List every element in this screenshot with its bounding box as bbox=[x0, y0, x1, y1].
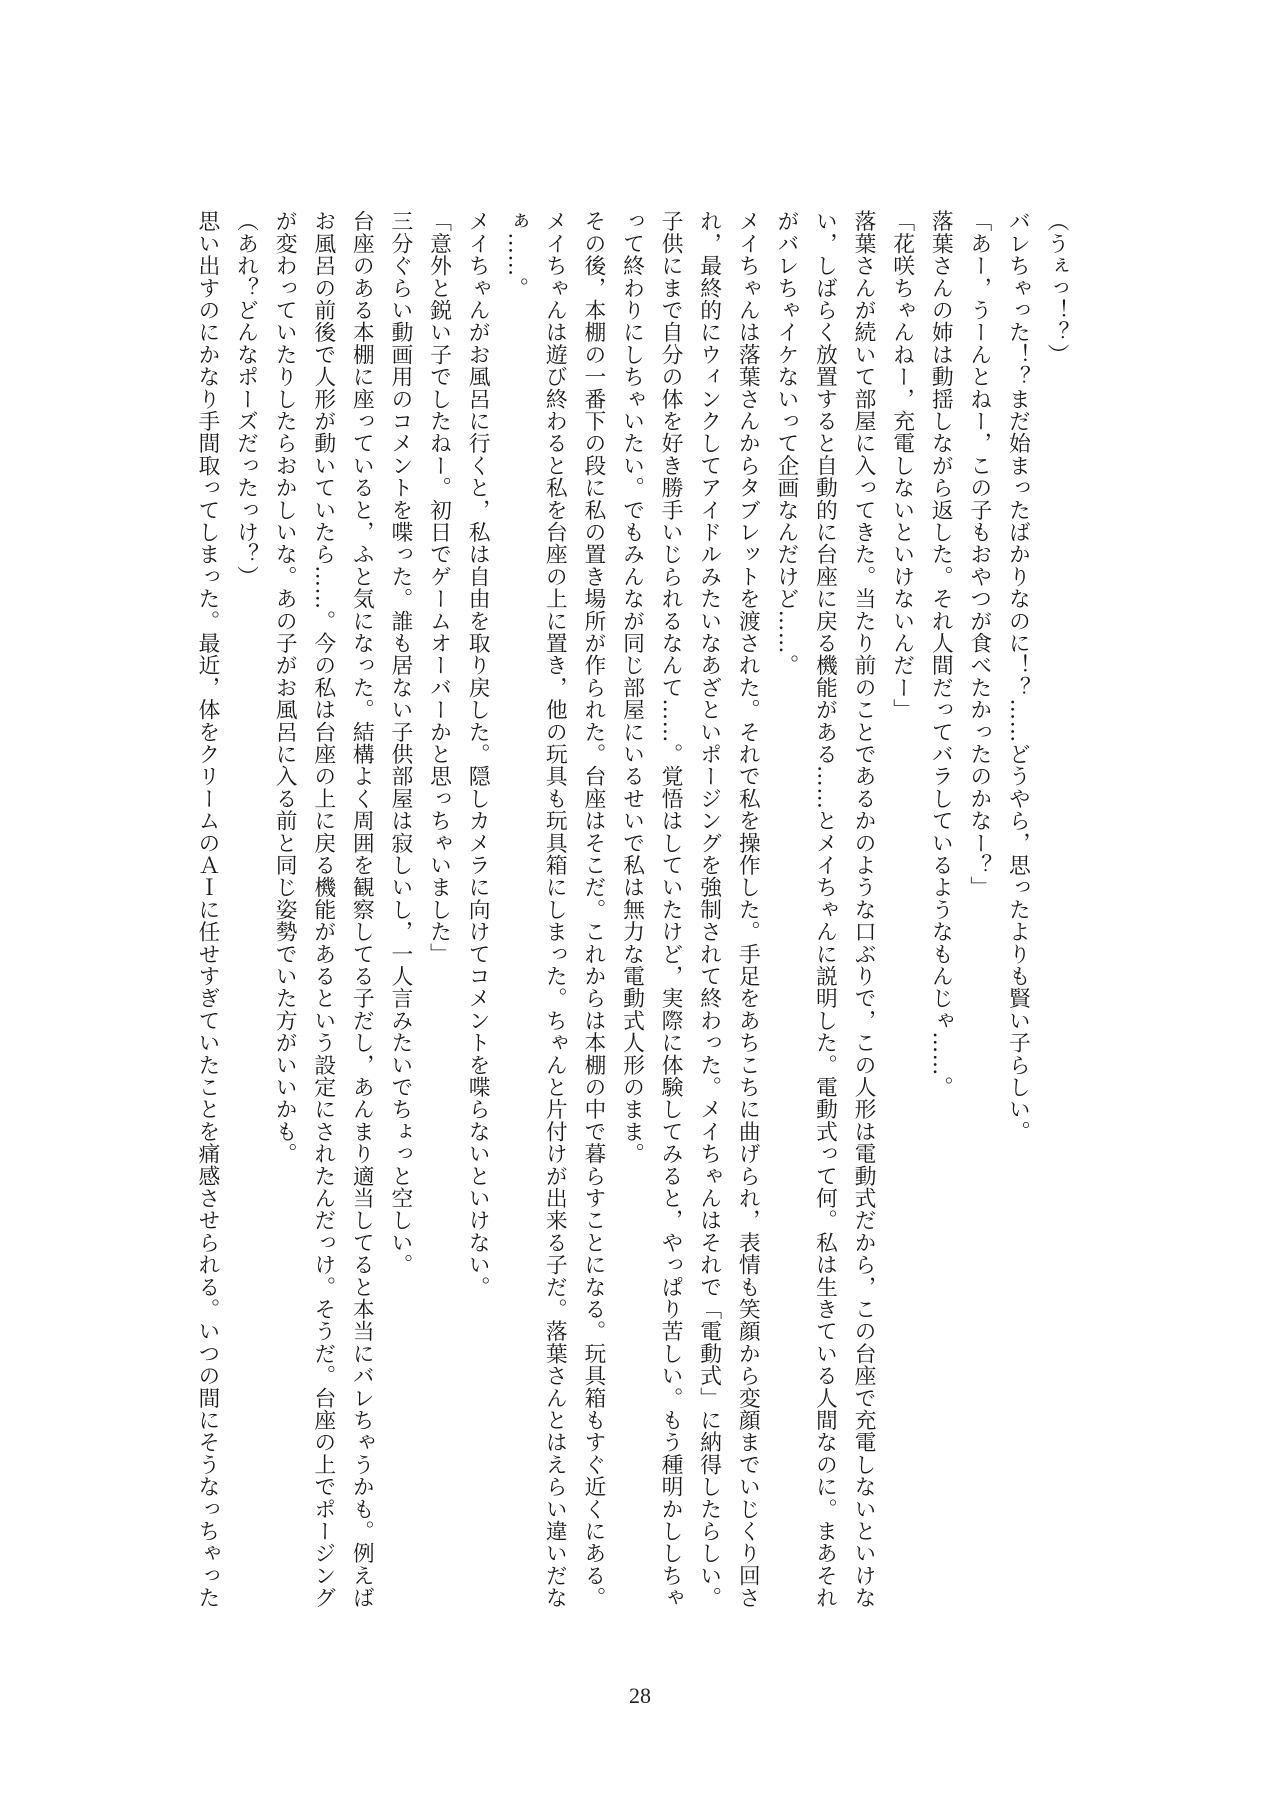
text-line: メイちゃんは遊び終わると私を台座の上に置き，他の玩具も玩具箱にしまった。ちゃんと片付けが出来る子だ。落葉さんとはえらい違いだな bbox=[542, 210, 568, 1609]
text-line: お風呂の前後で人形が動いていたら……。今の私は台座の上に戻る機能があるという設定にされたんだっけ。そうだ。台座の上でポージング bbox=[310, 210, 336, 1609]
text-line: って終わりにしちゃいたい。でもみんなが同じ部屋にいるせいで私は無力な電動式人形のまま。 bbox=[619, 210, 645, 1165]
text-line: （あれ？どんなポーズだったっけ？） bbox=[233, 210, 259, 588]
vertical-text-body bbox=[194, 210, 1075, 1650]
text-line: （うぇっ！？） bbox=[1044, 210, 1069, 366]
text-line: 落葉さんが続いて部屋に入ってきた。当たり前のことであるかのような口ぶりで，この人形は電動式だから，この台座で充電しないといけな bbox=[851, 210, 877, 1609]
text-line: 「あー，うーんとねー，この子もおやつが食べたかったのかなー？」 bbox=[966, 210, 992, 899]
text-line: い，しばらく放置すると自動的に台座に戻る機能がある……とメイちゃんに説明した。電動式って何。私は生きている人間なのに。まあそれ bbox=[812, 210, 838, 1609]
text-line: 台座のある本棚に座っていると，ふと気になった。結構よく周囲を観察してる子だし，あんまり適当してると本当にバレちゃうかも。例えば bbox=[349, 210, 375, 1609]
text-line: がバレちゃイケないって企画なんだけど……。 bbox=[773, 210, 799, 677]
text-line: メイちゃんは落葉さんからタブレットを渡された。それで私を操作した。手足をあちこちに曲げられ，表情も笑顔から変顔までいじくり回さ bbox=[735, 210, 761, 1609]
text-line: 「花咲ちゃんねー，充電しないといけないんだー」 bbox=[889, 210, 915, 721]
page-number: 28 bbox=[629, 1683, 651, 1708]
text-line: 思い出すのにかなり手間取ってしまった。最近，体をクリームのＡＩに任せすぎていたことを痛感させられる。いつの間にそうなっちゃった bbox=[194, 210, 220, 1609]
text-line: バレちゃった！？まだ始まったばかりなのに！？……どうやら，思ったよりも賢い子らしい。 bbox=[1005, 210, 1031, 1143]
text-line: その後，本棚の一番下の段に私の置き場所が作られた。台座はそこだ。これからは本棚の中で暮らすことになる。玩具箱もすぐ近くにある。 bbox=[580, 210, 606, 1609]
text-line: 三分ぐらい動画用のコメントを喋った。誰も居ない子供部屋は寂しいし，一人言みたいでちょっと空しい。 bbox=[387, 210, 413, 1276]
text-line: 子供にまで自分の体を好き勝手いじられるなんて……。覚悟はしていたけど，実際に体験してみると，やっぱり苦しい。もう種明かししちゃ bbox=[658, 210, 684, 1609]
text-line: 「意外と鋭い子でしたねー。初日でゲームオーバーかと思っちゃいました」 bbox=[426, 210, 452, 965]
text-line: が変わっていたりしたらおかしいな。あの子がお風呂に入る前と同じ姿勢でいた方がいいかも。 bbox=[272, 210, 298, 1165]
text-line: 落葉さんの姉は動揺しながら返した。それ人間だってバラしているようなもんじゃ……。 bbox=[928, 210, 954, 1098]
text-line: ぁ……。 bbox=[503, 210, 529, 299]
text-line: れ，最終的にウィンクしてアイドルみたいなあざといポージングを強制されて終わった。メイちゃんはそれで「電動式」に納得したらしい。 bbox=[696, 210, 722, 1609]
text-line: メイちゃんがお風呂に行くと，私は自由を取り戻した。隠しカメラに向けてコメントを喋らないといけない。 bbox=[465, 210, 491, 1298]
